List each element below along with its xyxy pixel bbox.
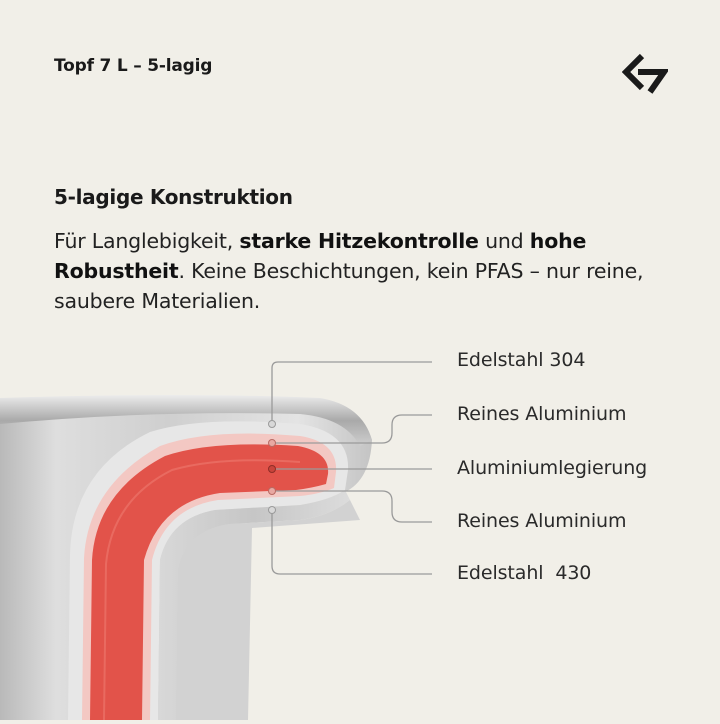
label-stainless-304: Edelstahl 304 xyxy=(457,349,586,371)
label-aluminium-alloy: Aluminiumlegierung xyxy=(457,457,648,479)
pot-interior xyxy=(176,500,360,720)
brand-logo-icon xyxy=(622,52,668,98)
section-description: Für Langlebigkeit, starke Hitzekontrolle und hohe Robustheit. Keine Beschichtungen, kein PFAS – nur reine, saubere Materialien. xyxy=(54,229,644,313)
page-title: Topf 7 L – 5-lagig xyxy=(54,56,213,76)
section-heading: 5-lagige Konstruktion xyxy=(54,185,293,209)
highlight-robustness: hohe Robustheit xyxy=(54,229,587,283)
highlight-heat-control: starke Hitzekontrolle xyxy=(239,229,479,253)
label-stainless-430: Edelstahl 430 xyxy=(457,562,592,584)
layer-diagram xyxy=(0,340,720,720)
label-pure-aluminium-2: Reines Aluminium xyxy=(457,510,627,532)
label-pure-aluminium-1: Reines Aluminium xyxy=(457,403,627,425)
